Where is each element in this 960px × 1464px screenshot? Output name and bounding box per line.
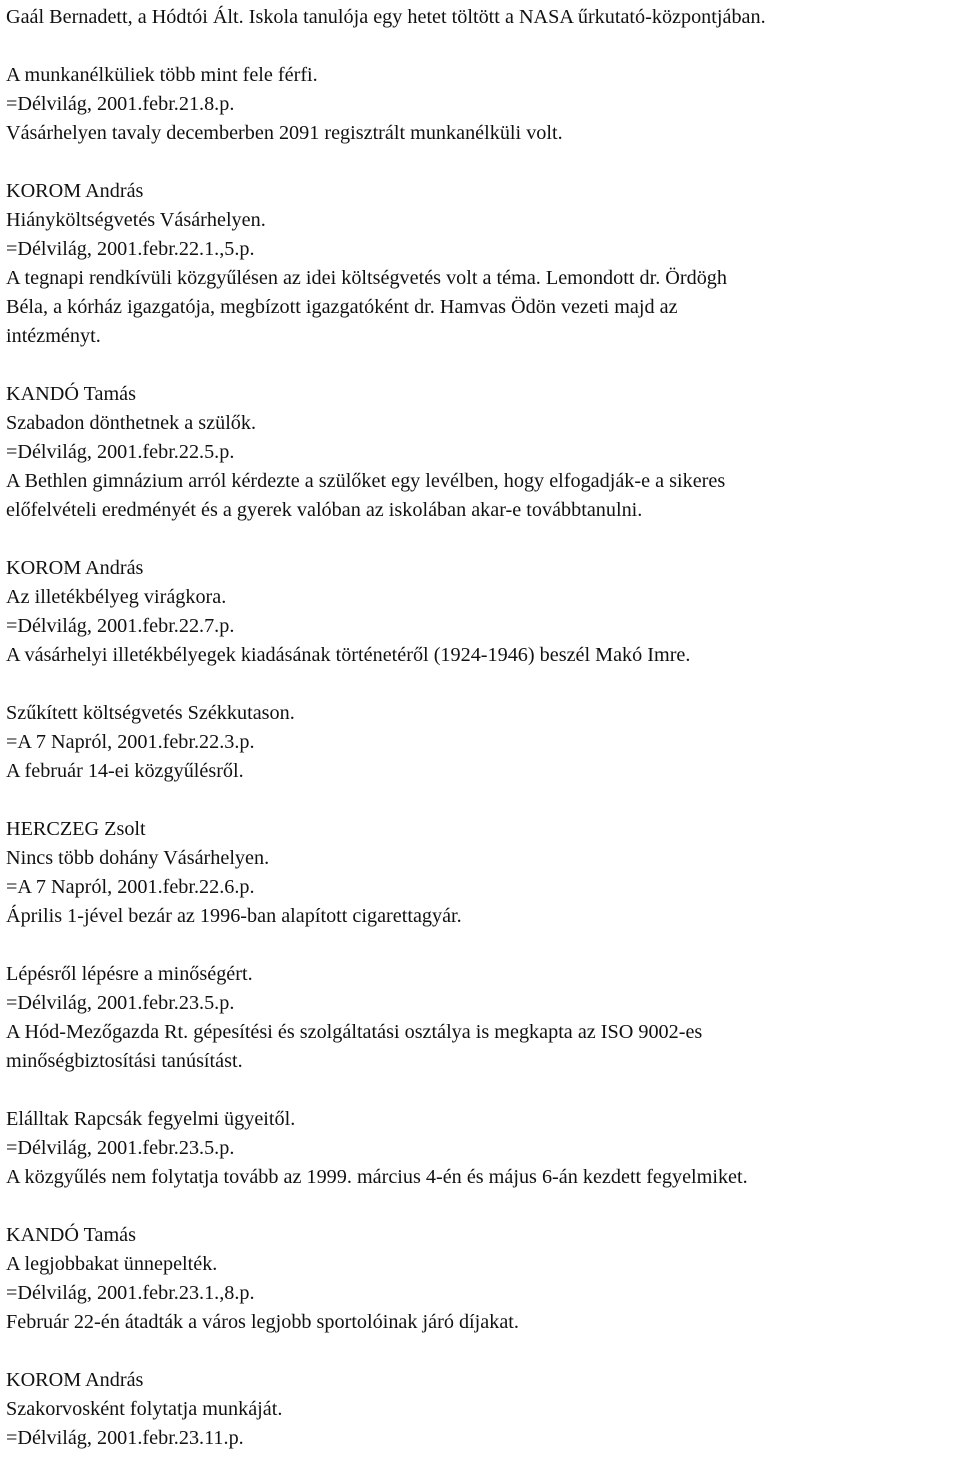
text-line: Nincs több dohány Vásárhelyen. xyxy=(6,847,270,869)
text-line: Elálltak Rapcsák fegyelmi ügyeitől. xyxy=(6,1108,296,1130)
text-line: A Bethlen gimnázium arról kérdezte a szülőket egy levélben, hogy elfogadják-e a sikeres xyxy=(6,470,726,492)
text-line: Lépésről lépésre a minőségért. xyxy=(6,963,253,985)
text-line: intézményt. xyxy=(6,325,101,347)
paragraph-gap xyxy=(6,1337,956,1366)
text-line: előfelvételi eredményét és a gyerek valóban az iskolában akar-e továbbtanulni. xyxy=(6,499,643,521)
paragraph-gap xyxy=(6,525,956,554)
text-line: minőségbiztosítási tanúsítást. xyxy=(6,1050,243,1072)
paragraph-gap xyxy=(6,1192,956,1221)
text-line: Az illetékbélyeg virágkora. xyxy=(6,586,227,608)
text-line: =Délvilág, 2001.febr.23.11.p. xyxy=(6,1427,244,1449)
document-body xyxy=(6,3,956,1453)
paragraph-gap xyxy=(6,351,956,380)
paragraph-gap xyxy=(6,670,956,699)
text-line: =Délvilág, 2001.febr.23.5.p. xyxy=(6,992,235,1014)
text-line: A tegnapi rendkívüli közgyűlésen az idei költségvetés volt a téma. Lemondott dr. Ördögh xyxy=(6,267,727,289)
text-line: A közgyűlés nem folytatja tovább az 1999. március 4-én és május 6-án kezdett fegyelmiket. xyxy=(6,1166,748,1188)
text-line: Gaál Bernadett, a Hódtói Ált. Iskola tanulója egy hetet töltött a NASA űrkutató-központjában. xyxy=(6,6,766,28)
text-line: =Délvilág, 2001.febr.21.8.p. xyxy=(6,93,235,115)
text-line: =A 7 Napról, 2001.febr.22.6.p. xyxy=(6,876,255,898)
text-line: KANDÓ Tamás xyxy=(6,383,136,405)
text-line: Február 22-én átadták a város legjobb sportolóinak járó díjakat. xyxy=(6,1311,519,1333)
text-line: Vásárhelyen tavaly decemberben 2091 regisztrált munkanélküli volt. xyxy=(6,122,563,144)
text-line: Szabadon dönthetnek a szülők. xyxy=(6,412,257,434)
text-line: KOROM András xyxy=(6,180,144,202)
text-line: =Délvilág, 2001.febr.22.7.p. xyxy=(6,615,235,637)
text-line: A Hód-Mezőgazda Rt. gépesítési és szolgáltatási osztálya is megkapta az ISO 9002-es xyxy=(6,1021,703,1043)
paragraph-gap xyxy=(6,32,956,61)
text-line: KOROM András xyxy=(6,557,144,579)
text-line: =A 7 Napról, 2001.febr.22.3.p. xyxy=(6,731,255,753)
text-line: A legjobbakat ünnepelték. xyxy=(6,1253,218,1275)
text-line: =Délvilág, 2001.febr.23.1.,8.p. xyxy=(6,1282,255,1304)
paragraph-gap xyxy=(6,786,956,815)
paragraph-gap xyxy=(6,1076,956,1105)
text-line: A február 14-ei közgyűlésről. xyxy=(6,760,244,782)
text-line: A munkanélküliek több mint fele férfi. xyxy=(6,64,318,86)
text-line: Szakorvosként folytatja munkáját. xyxy=(6,1398,283,1420)
text-line: =Délvilág, 2001.febr.22.1.,5.p. xyxy=(6,238,255,260)
text-line: KOROM András xyxy=(6,1369,144,1391)
text-line: Béla, a kórház igazgatója, megbízott igazgatóként dr. Hamvas Ödön vezeti majd az xyxy=(6,296,678,318)
text-line: =Délvilág, 2001.febr.22.5.p. xyxy=(6,441,235,463)
paragraph-gap xyxy=(6,931,956,960)
text-line: KANDÓ Tamás xyxy=(6,1224,136,1246)
text-line: Hiányköltségvetés Vásárhelyen. xyxy=(6,209,266,231)
text-line: A vásárhelyi illetékbélyegek kiadásának történetéről (1924-1946) beszél Makó Imre. xyxy=(6,644,691,666)
paragraph-gap xyxy=(6,148,956,177)
text-line: Április 1-jével bezár az 1996-ban alapított cigarettagyár. xyxy=(6,905,462,927)
text-line: Szűkített költségvetés Székkutason. xyxy=(6,702,295,724)
text-line: =Délvilág, 2001.febr.23.5.p. xyxy=(6,1137,235,1159)
text-line: HERCZEG Zsolt xyxy=(6,818,146,840)
